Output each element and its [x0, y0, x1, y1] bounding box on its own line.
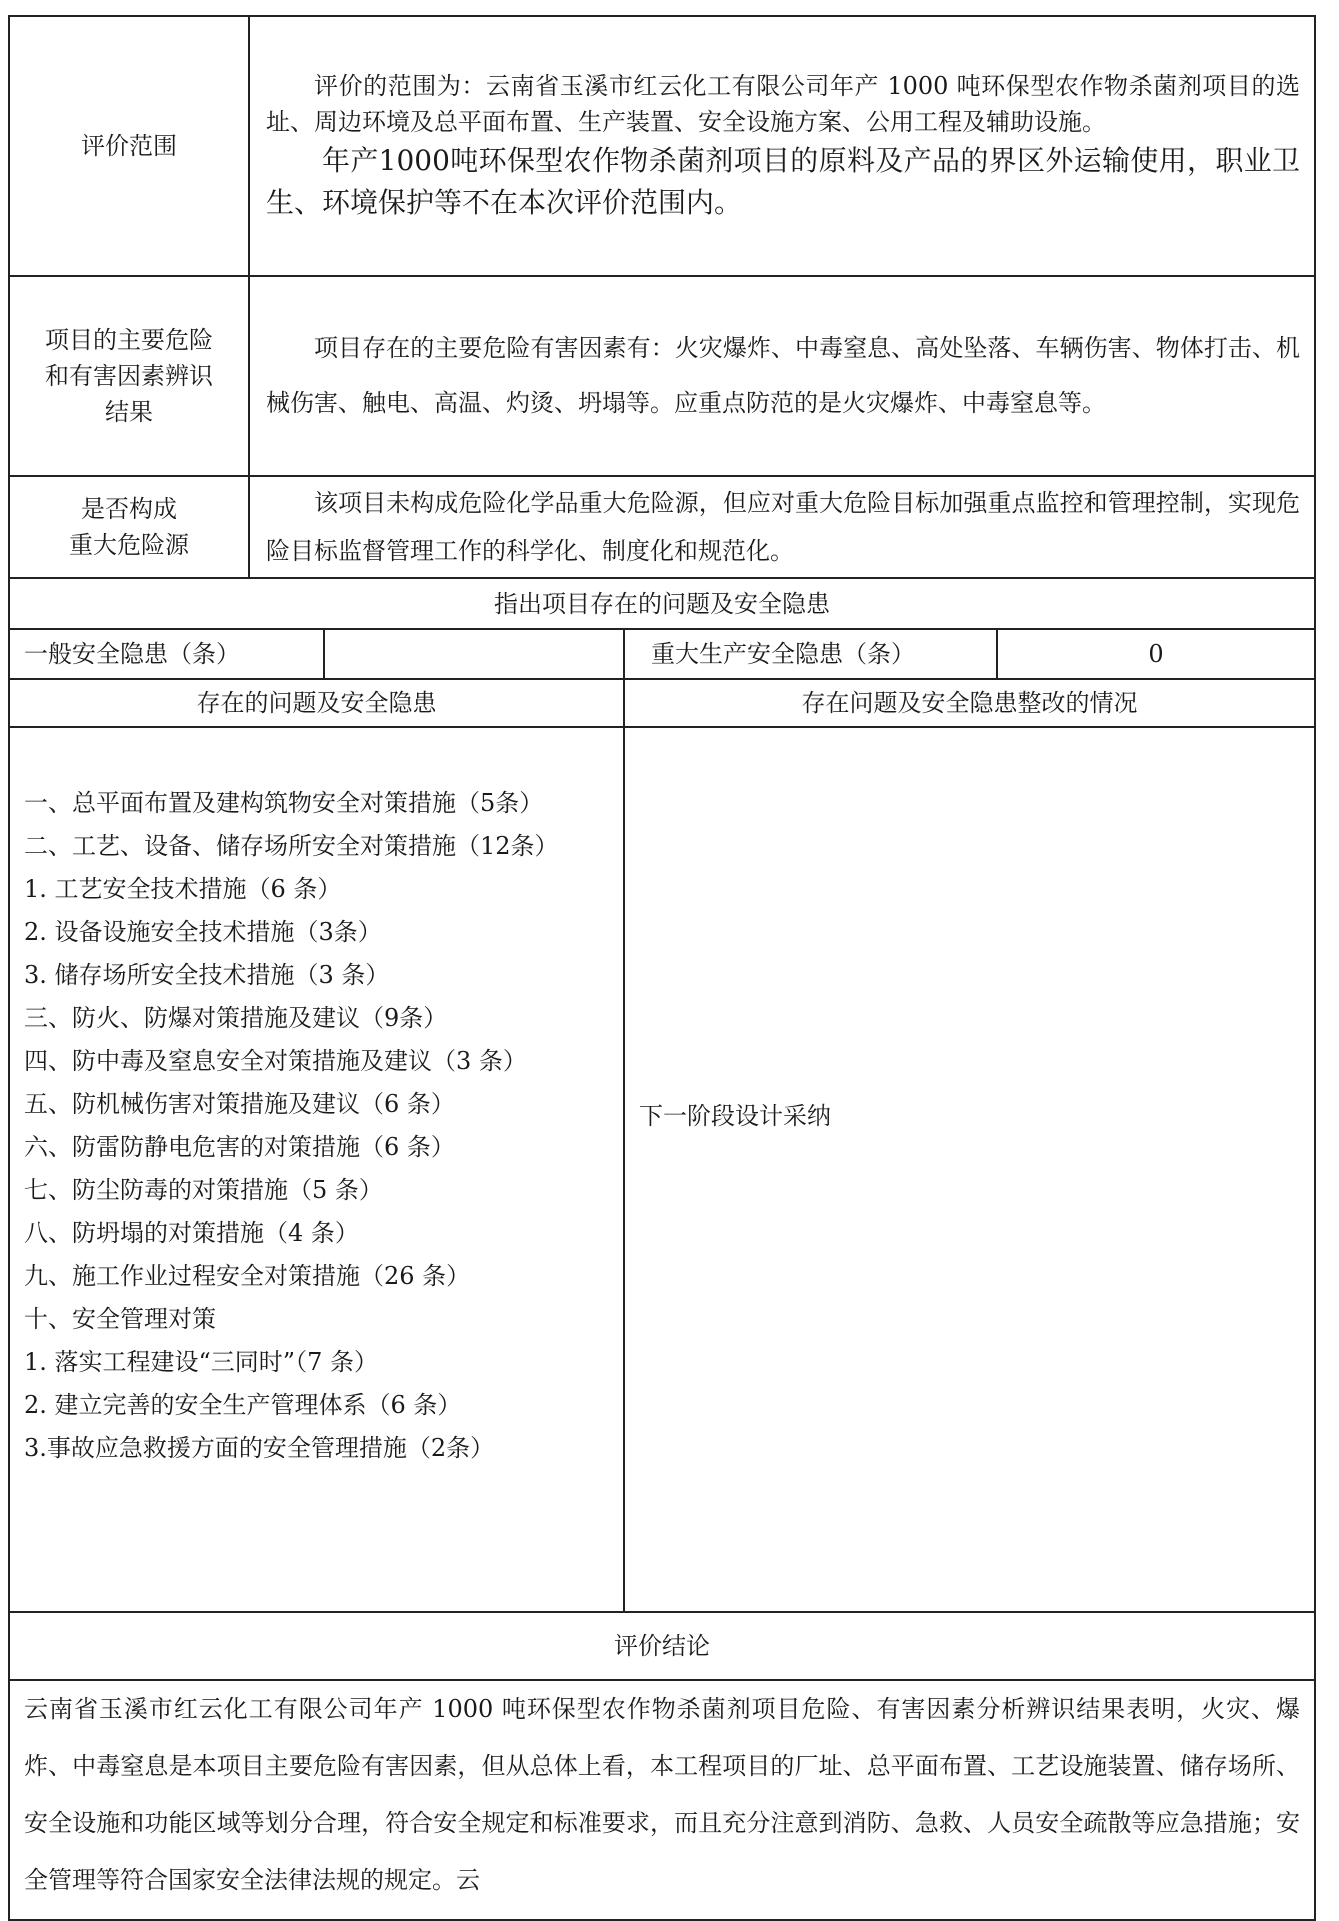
issues-column-header: 存在的问题及安全隐患 [9, 679, 624, 727]
issue-item: 3.事故应急救援方面的安全管理措施（2条） [24, 1434, 495, 1462]
scope-paragraph-1: 评价的范围为：云南省玉溪市红云化工有限公司年产 1000 吨环保型农作物杀菌剂项目的选址、周边环境及总平面布置、生产装置、安全设施方案、公用工程及辅助设施。 [266, 72, 1301, 136]
major-hazard-content [249, 476, 1315, 578]
hazards-label-line-3: 结果 [105, 398, 153, 426]
hazards-text: 项目存在的主要危险有害因素有：火灾爆炸、中毒窒息、高处坠落、车辆伤害、物体打击、机械伤害、触电、高温、灼烫、坍塌等。应重点防范的是火灾爆炸、中毒窒息等。 [266, 334, 1301, 417]
issue-item: 五、防机械伤害对策措施及建议（6 条） [24, 1090, 455, 1118]
hazards-label [9, 276, 249, 476]
columns-header-row [9, 679, 1315, 727]
issue-item: 七、防尘防毒的对策措施（5 条） [24, 1176, 383, 1204]
conclusion-header: 评价结论 [9, 1612, 1315, 1680]
problems-header-row [9, 578, 1315, 629]
issues-list [9, 727, 624, 1612]
issue-item: 十、安全管理对策 [24, 1305, 216, 1333]
issue-item: 2. 建立完善的安全生产管理体系（6 条） [24, 1391, 462, 1419]
issue-item: 2. 设备设施安全技术措施（3条） [24, 918, 382, 946]
general-hazard-value [324, 629, 624, 679]
issue-item: 二、工艺、设备、储存场所安全对策措施（12条） [24, 832, 559, 860]
issue-item: 八、防坍塌的对策措施（4 条） [24, 1219, 359, 1247]
conclusion-row [9, 1680, 1315, 1920]
problems-header: 指出项目存在的问题及安全隐患 [9, 578, 1315, 629]
issue-item: 九、施工作业过程安全对策措施（26 条） [24, 1262, 471, 1290]
conclusion-text: 云南省玉溪市红云化工有限公司年产 1000 吨环保型农作物杀菌剂项目危险、有害因素分析辨识结果表明，火灾、爆炸、中毒窒息是本项目主要危险有害因素，但从总体上看，本工程项目的厂址、总平面布置、工艺设施装置、储存场所、安全设施和功能区域等划分合理，符合安全规定和标准要求，而且充分注意到消防、急救、人员安全疏散等应急措施；安全管理等符合国家安全法律法规的规定。云 [9, 1680, 1315, 1920]
remedy-column-header: 存在问题及安全隐患整改的情况 [624, 679, 1315, 727]
issue-item: 一、总平面布置及建构筑物安全对策措施（5条） [24, 789, 544, 817]
major-hazard-row [9, 476, 1315, 578]
scope-content [249, 16, 1315, 276]
scope-row [9, 16, 1315, 276]
counts-row [9, 629, 1315, 679]
major-hazard-count-label: 重大生产安全隐患（条） [624, 629, 997, 679]
hazards-row [9, 276, 1315, 476]
issue-item: 六、防雷防静电危害的对策措施（6 条） [24, 1133, 455, 1161]
major-hazard-count-value: 0 [997, 629, 1315, 679]
major-hazard-label [9, 476, 249, 578]
issue-item: 1. 落实工程建设“三同时”（7 条） [24, 1348, 378, 1376]
issue-item: 1. 工艺安全技术措施（6 条） [24, 875, 342, 903]
issue-item: 四、防中毒及窒息安全对策措施及建议（3 条） [24, 1047, 527, 1075]
issues-row [9, 727, 1315, 1612]
issue-item: 三、防火、防爆对策措施及建议（9条） [24, 1004, 448, 1032]
hazards-label-line-1: 项目的主要危险 [45, 326, 213, 354]
evaluation-table [8, 15, 1316, 1921]
remedy-text: 下一阶段设计采纳 [639, 1102, 831, 1130]
major-hazard-label-line-2: 重大危险源 [69, 531, 189, 559]
conclusion-header-row [9, 1612, 1315, 1680]
hazards-label-line-2: 和有害因素辨识 [45, 362, 213, 390]
issue-item: 3. 储存场所安全技术措施（3 条） [24, 961, 390, 989]
hazards-content [249, 276, 1315, 476]
major-hazard-label-line-1: 是否构成 [81, 495, 177, 523]
scope-label: 评价范围 [9, 16, 249, 276]
major-hazard-text: 该项目未构成危险化学品重大危险源，但应对重大危险目标加强重点监控和管理控制，实现危险目标监督管理工作的科学化、制度化和规范化。 [266, 489, 1301, 565]
general-hazard-label: 一般安全隐患（条） [9, 629, 324, 679]
remedy-cell [624, 727, 1315, 1612]
scope-paragraph-2: 年产1000吨环保型农作物杀菌剂项目的原料及产品的界区外运输使用，职业卫生、环境保护等不在本次评价范围内。 [266, 144, 1301, 219]
